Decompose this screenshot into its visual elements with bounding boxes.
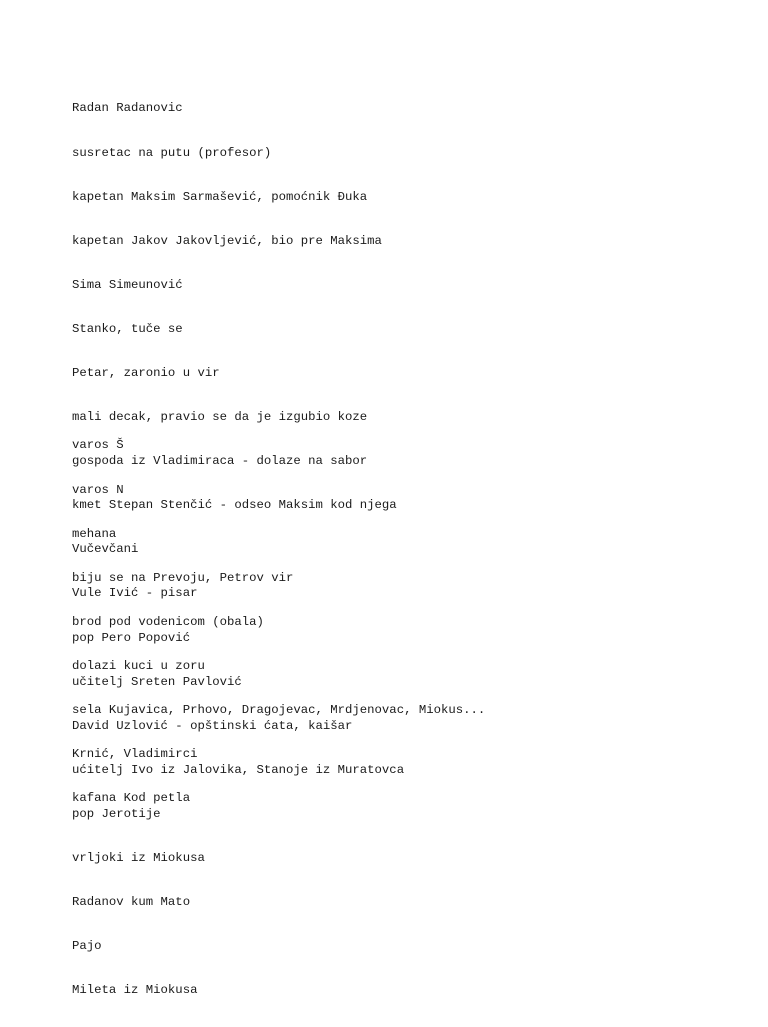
- text-line: pop Pero Popović: [72, 630, 191, 645]
- text-line: kafana Kod petla: [72, 791, 191, 806]
- text-line: sela Kujavica, Prhovo, Dragojevac, Mrdjenovac, Miokus...: [72, 702, 486, 717]
- text-line: varos N: [72, 482, 124, 497]
- text-line: Krnić, Vladimirci: [72, 747, 198, 762]
- text-line: David Uzlović - opštinski ćata, kaišar: [72, 718, 353, 733]
- text-line: Vučevčani: [72, 542, 139, 557]
- places-list: [72, 409, 485, 835]
- text-line: Radan Radanovic: [72, 101, 183, 116]
- text-line: Pajo: [72, 939, 102, 954]
- text-line: Sima Simeunović: [72, 277, 183, 292]
- text-line: dolazi kuci u zoru: [72, 658, 205, 673]
- text-line: kapetan Maksim Sarmašević, pomoćnik Đuka: [72, 189, 368, 204]
- text-line: Mileta iz Miokusa: [72, 983, 198, 998]
- text-line: kapetan Jakov Jakovljević, bio pre Maksima: [72, 233, 382, 248]
- text-line: mehana: [72, 526, 117, 541]
- text-line: Vule Ivić - pisar: [72, 586, 198, 601]
- text-line: vrljoki iz Miokusa: [72, 851, 205, 865]
- text-line: susretac na putu (profesor): [72, 145, 272, 160]
- text-line: varos Š: [72, 438, 124, 453]
- text-line: učitelj Sreten Pavlović: [72, 674, 242, 689]
- text-line: gospoda iz Vladimiraca - dolaze na sabor: [72, 454, 368, 469]
- text-line: pop Jerotije: [72, 806, 161, 821]
- text-line: mali decak, pravio se da je izgubio koze: [72, 410, 368, 425]
- text-line: brod pod vodenicom (obala): [72, 614, 264, 629]
- text-line: biju se na Prevoju, Petrov vir: [72, 570, 294, 585]
- text-line: Stanko, tuče se: [72, 321, 183, 336]
- text-line: kmet Stepan Stenčić - odseo Maksim kod njega: [72, 498, 397, 513]
- text-line: Radanov kum Mato: [72, 895, 191, 910]
- text-line: ućitelj Ivo iz Jalovika, Stanoje iz Muratovca: [72, 762, 405, 777]
- text-line: Petar, zaronio u vir: [72, 365, 220, 380]
